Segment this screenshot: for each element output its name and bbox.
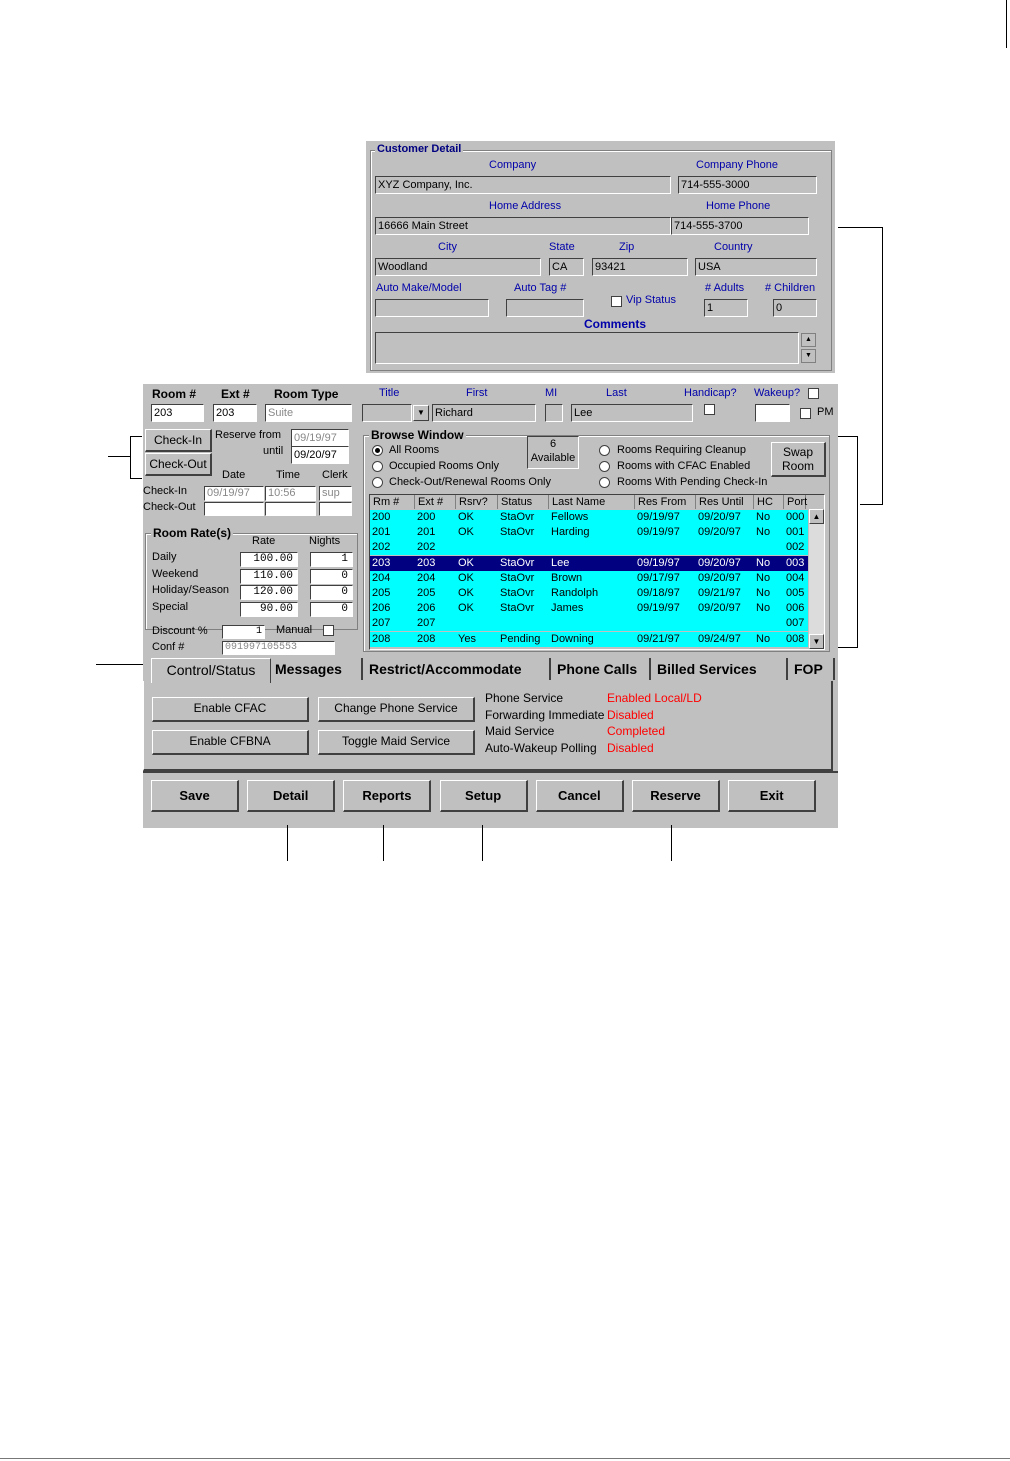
rate-field[interactable]: 90.00 xyxy=(240,602,298,617)
table-cell: OK xyxy=(458,556,474,569)
date-column-label: Date xyxy=(222,469,246,481)
table-cell: OK xyxy=(458,587,474,599)
table-cell: OK xyxy=(458,526,474,539)
grid-header-cell[interactable]: Ext # xyxy=(415,495,456,509)
discount-field[interactable]: 1 xyxy=(222,625,265,639)
status-value: Completed xyxy=(607,724,666,738)
room-number-label: Room # xyxy=(152,387,197,401)
table-cell: StaOvr xyxy=(500,511,535,523)
until-field[interactable]: 09/20/97 xyxy=(291,446,349,464)
grid-header-cell[interactable]: Res Until xyxy=(696,495,754,509)
table-cell: 09/20/97 xyxy=(698,526,741,539)
checkout-time-field[interactable] xyxy=(265,502,316,516)
room-rates-legend: Room Rate(s) xyxy=(153,526,232,540)
wakeup-time-field[interactable] xyxy=(755,404,790,422)
page-footer-rule xyxy=(0,1458,1010,1459)
table-cell: 208 xyxy=(417,632,436,645)
chevron-down-icon[interactable]: ▼ xyxy=(413,405,429,421)
first-name-field[interactable]: Richard xyxy=(432,404,536,422)
callout-setup xyxy=(482,825,483,861)
checkout-date-field[interactable] xyxy=(204,502,264,516)
radio-pending-label: Rooms With Pending Check-In xyxy=(617,476,768,488)
rate-row-label: Special xyxy=(152,600,189,613)
callout-reserve xyxy=(671,825,672,861)
tab-phone-calls[interactable]: Phone Calls xyxy=(553,658,651,680)
mi-label: MI xyxy=(545,387,558,399)
table-cell: 09/21/97 xyxy=(698,587,741,599)
table-cell: Randolph xyxy=(551,587,599,599)
table-cell: StaOvr xyxy=(500,556,535,569)
manual-label: Manual xyxy=(276,624,313,636)
table-cell: 203 xyxy=(372,556,391,569)
table-cell: 200 xyxy=(417,511,436,523)
checkout-row-label: Check-Out xyxy=(143,501,196,513)
state-field[interactable]: CA xyxy=(549,258,584,276)
table-cell: 09/19/97 xyxy=(637,556,680,569)
detail-button[interactable]: Detail xyxy=(247,780,335,812)
home-phone-label: Home Phone xyxy=(706,200,771,212)
tab-control-status[interactable]: Control/Status xyxy=(151,658,271,683)
table-cell: 09/19/97 xyxy=(637,511,680,523)
tab-strip xyxy=(143,658,838,682)
status-label: Maid Service xyxy=(485,724,555,738)
comments-label: Comments xyxy=(584,317,647,331)
grid-header-cell[interactable]: Status xyxy=(498,495,549,509)
room-type-field[interactable]: Suite xyxy=(265,404,352,422)
reports-button[interactable]: Reports xyxy=(343,780,431,812)
table-cell: StaOvr xyxy=(500,526,535,539)
scroll-down-icon[interactable]: ▼ xyxy=(801,349,816,363)
table-cell: Fellows xyxy=(551,511,589,523)
home-phone-field[interactable]: 714-555-3700 xyxy=(671,217,809,235)
rate-field[interactable]: 110.00 xyxy=(240,569,298,584)
checkin-clerk-field[interactable]: sup xyxy=(319,486,352,501)
grid-scroll-down-icon[interactable]: ▼ xyxy=(809,634,824,649)
tab-billed-services[interactable]: Billed Services xyxy=(653,658,788,680)
table-cell: 09/24/97 xyxy=(698,632,741,645)
table-cell: 208 xyxy=(372,632,391,645)
table-cell: 09/18/97 xyxy=(637,587,680,599)
radio-pending[interactable] xyxy=(599,477,610,488)
enable-cfbna-button[interactable]: Enable CFBNA xyxy=(152,730,309,755)
callout-browse-bottom xyxy=(838,647,858,648)
mi-field[interactable] xyxy=(545,404,563,422)
table-cell: 204 xyxy=(417,571,436,584)
adults-label: # Adults xyxy=(705,282,745,294)
table-cell: StaOvr xyxy=(500,602,535,615)
main-panel xyxy=(143,384,838,828)
grid-scrollbar[interactable] xyxy=(809,509,824,649)
auto-tag-field[interactable] xyxy=(506,299,584,317)
table-row[interactable] xyxy=(370,632,808,647)
conf-field[interactable]: 091997105553 xyxy=(222,641,335,655)
room-number-field[interactable]: 203 xyxy=(151,404,204,422)
rate-field[interactable]: 120.00 xyxy=(240,585,298,600)
grid-header-cell[interactable]: HC xyxy=(754,495,784,509)
adults-field[interactable]: 1 xyxy=(704,299,748,317)
conf-label: Conf # xyxy=(152,641,185,653)
status-value: Disabled xyxy=(607,740,654,755)
table-cell: No xyxy=(756,571,771,584)
table-cell: 207 xyxy=(417,617,436,630)
check-out-button[interactable]: Check-Out xyxy=(145,453,212,476)
table-cell: 09/20/97 xyxy=(698,571,741,584)
state-label: State xyxy=(549,241,575,253)
checkin-date-field[interactable]: 09/19/97 xyxy=(204,486,264,501)
table-cell: No xyxy=(756,556,771,569)
table-cell: Brown xyxy=(551,571,583,584)
table-cell: 201 xyxy=(372,526,391,539)
tab-restrict-accommodate[interactable]: Restrict/Accommodate xyxy=(365,658,551,680)
auto-make-label: Auto Make/Model xyxy=(376,282,462,294)
table-cell: No xyxy=(756,526,771,539)
table-cell: No xyxy=(756,587,771,599)
nights-field[interactable]: 0 xyxy=(310,569,353,584)
available-label: Available xyxy=(530,452,576,464)
enable-cfac-button[interactable]: Enable CFAC xyxy=(152,697,309,722)
table-cell: 207 xyxy=(372,617,391,630)
radio-cfac-label: Rooms with CFAC Enabled xyxy=(617,460,751,472)
table-cell: 004 xyxy=(786,571,805,584)
table-cell: 202 xyxy=(372,541,391,554)
table-cell: 200 xyxy=(372,511,391,523)
table-cell: 09/19/97 xyxy=(637,602,680,615)
grid-body xyxy=(370,510,808,649)
status-label: Forwarding Immediate xyxy=(485,707,605,722)
callout-reports xyxy=(383,825,384,861)
table-cell: 003 xyxy=(786,556,805,569)
table-cell: 204 xyxy=(372,571,391,584)
auto-make-field[interactable] xyxy=(375,299,489,317)
table-row[interactable] xyxy=(370,556,808,571)
table-cell: Harding xyxy=(551,526,590,539)
table-cell: 09/20/97 xyxy=(698,511,741,523)
callout-checkin-stub xyxy=(108,456,130,457)
table-row[interactable] xyxy=(370,540,808,555)
title-select[interactable] xyxy=(362,404,412,422)
table-cell: 09/20/97 xyxy=(698,602,741,615)
table-cell: 205 xyxy=(372,587,391,599)
reserve-from-label: Reserve from xyxy=(215,429,282,441)
zip-field[interactable]: 93421 xyxy=(592,258,688,276)
ext-number-label: Ext # xyxy=(221,387,250,401)
table-cell: 09/20/97 xyxy=(698,556,741,569)
status-label: Phone Service xyxy=(485,691,564,705)
time-column-label: Time xyxy=(276,469,301,481)
cancel-button[interactable]: Cancel xyxy=(536,780,624,812)
checkin-row-label: Check-In xyxy=(143,485,188,497)
table-cell: 203 xyxy=(417,556,436,569)
status-value: Disabled xyxy=(607,707,654,722)
nights-field[interactable]: 0 xyxy=(310,602,353,617)
last-name-label: Last xyxy=(606,387,627,399)
radio-cfac[interactable] xyxy=(599,461,610,472)
room-grid[interactable] xyxy=(369,494,825,650)
rate-column-label: Rate xyxy=(252,535,276,547)
table-cell: 002 xyxy=(786,541,805,554)
city-field[interactable]: Woodland xyxy=(375,258,541,276)
home-address-field[interactable]: 16666 Main Street xyxy=(375,217,671,235)
table-cell: 001 xyxy=(786,526,805,539)
comments-field[interactable] xyxy=(375,332,799,364)
radio-cleanup[interactable] xyxy=(599,445,610,456)
available-count: 6 xyxy=(549,438,557,450)
table-cell: 006 xyxy=(786,602,805,615)
callout-detail xyxy=(287,825,288,861)
company-phone-field[interactable]: 714-555-3000 xyxy=(678,176,817,194)
table-cell: James xyxy=(551,602,584,615)
radio-checkout-renewal-label: Check-Out/Renewal Rooms Only xyxy=(389,476,552,488)
table-cell: Downing xyxy=(551,632,594,645)
country-field[interactable]: USA xyxy=(695,258,817,276)
last-name-field[interactable]: Lee xyxy=(571,404,693,422)
exit-button[interactable]: Exit xyxy=(728,780,816,812)
nights-field[interactable]: 1 xyxy=(310,552,353,567)
table-row[interactable] xyxy=(370,601,808,616)
grid-header xyxy=(370,495,808,509)
save-button[interactable]: Save xyxy=(151,780,239,812)
table-cell: 09/21/97 xyxy=(637,632,680,645)
radio-occupied-label: Occupied Rooms Only xyxy=(389,460,500,472)
reserve-from-field[interactable]: 09/19/97 xyxy=(291,429,349,447)
home-address-label: Home Address xyxy=(489,200,562,212)
browse-window-legend: Browse Window xyxy=(371,428,464,442)
radio-cleanup-label: Rooms Requiring Cleanup xyxy=(617,444,747,456)
table-cell: 206 xyxy=(372,602,391,615)
rate-field[interactable]: 100.00 xyxy=(240,552,298,567)
wakeup-checkbox[interactable] xyxy=(808,388,819,399)
customer-detail-panel xyxy=(366,141,835,373)
pm-checkbox[interactable] xyxy=(800,408,811,419)
tab-fop[interactable]: FOP xyxy=(790,658,835,680)
vip-status-label: Vip Status xyxy=(626,294,676,306)
handicap-checkbox[interactable] xyxy=(704,404,715,415)
table-cell: 202 xyxy=(417,541,436,554)
table-cell: OK xyxy=(458,511,474,523)
callout-customer-h1 xyxy=(838,227,883,228)
callout-customer-v xyxy=(882,227,883,505)
table-cell: OK xyxy=(458,602,474,615)
checkin-time-field[interactable]: 10:56 xyxy=(265,486,316,501)
table-cell: 09/19/97 xyxy=(637,526,680,539)
radio-occupied[interactable] xyxy=(372,461,383,472)
customer-detail-legend: Customer Detail xyxy=(377,143,462,155)
available-count-box xyxy=(527,436,579,469)
table-cell: StaOvr xyxy=(500,587,535,599)
setup-button[interactable]: Setup xyxy=(440,780,528,812)
callout-checkin-v xyxy=(130,436,131,479)
table-row[interactable] xyxy=(370,571,808,586)
swap-room-label: Swap Room xyxy=(781,445,814,473)
table-row[interactable] xyxy=(370,510,808,525)
table-row[interactable] xyxy=(370,616,808,631)
until-label: until xyxy=(263,445,284,457)
status-label: Auto-Wakeup Polling xyxy=(485,740,597,755)
table-cell: No xyxy=(756,511,771,523)
city-label: City xyxy=(438,241,457,253)
manual-checkbox[interactable] xyxy=(323,625,334,636)
zip-label: Zip xyxy=(619,241,635,253)
nights-field[interactable]: 0 xyxy=(310,585,353,600)
wakeup-label: Wakeup? xyxy=(754,387,801,399)
grid-header-cell[interactable]: Port xyxy=(784,495,806,509)
children-field[interactable]: 0 xyxy=(773,299,817,317)
ext-number-field[interactable]: 203 xyxy=(213,404,257,422)
table-cell: 007 xyxy=(786,617,805,630)
callout-browse-v xyxy=(857,436,858,648)
action-bar-divider xyxy=(143,771,838,773)
nights-column-label: Nights xyxy=(309,535,341,547)
rate-row-label: Daily xyxy=(152,551,177,563)
callout-browse-top xyxy=(838,436,858,437)
title-label: Title xyxy=(379,387,400,399)
reserve-button[interactable]: Reserve xyxy=(632,780,720,812)
handicap-label: Handicap? xyxy=(684,387,737,399)
vip-status-checkbox[interactable] xyxy=(611,296,622,307)
rate-row-label: Weekend xyxy=(152,567,199,580)
grid-header-cell[interactable]: Last Name xyxy=(549,495,635,509)
grid-header-cell[interactable]: Rm # xyxy=(370,495,415,509)
table-cell: 000 xyxy=(786,511,805,523)
table-cell: OK xyxy=(458,571,474,584)
radio-checkout-renewal[interactable] xyxy=(372,477,383,488)
control-status-page xyxy=(143,681,833,771)
table-row[interactable] xyxy=(370,586,808,601)
table-row[interactable] xyxy=(370,525,808,540)
table-cell: 201 xyxy=(417,526,436,539)
company-label: Company xyxy=(489,159,537,171)
table-cell: 205 xyxy=(417,587,436,599)
change-phone-service-button[interactable]: Change Phone Service xyxy=(318,697,475,722)
page-corner-mark xyxy=(1006,0,1007,48)
grid-header-cell[interactable]: Res From xyxy=(635,495,696,509)
company-phone-label: Company Phone xyxy=(696,159,778,171)
table-cell: StaOvr xyxy=(500,571,535,584)
callout-customer-h2 xyxy=(860,504,883,505)
rate-row-label: Holiday/Season xyxy=(152,584,230,596)
auto-tag-label: Auto Tag # xyxy=(514,282,567,294)
radio-all-rooms[interactable] xyxy=(372,445,383,456)
scroll-up-icon[interactable]: ▲ xyxy=(801,333,816,347)
checkout-clerk-field[interactable] xyxy=(319,502,352,516)
table-cell: 005 xyxy=(786,587,805,599)
room-type-label: Room Type xyxy=(274,387,339,401)
callout-tabs xyxy=(96,664,143,665)
swap-room-button[interactable] xyxy=(771,442,826,477)
country-label: Country xyxy=(714,241,753,253)
tab-messages[interactable]: Messages xyxy=(271,658,363,680)
toggle-maid-service-button[interactable]: Toggle Maid Service xyxy=(318,730,475,755)
check-in-button[interactable]: Check-In xyxy=(145,429,212,452)
table-cell: 09/17/97 xyxy=(637,571,680,584)
table-cell: No xyxy=(756,602,771,615)
table-cell: No xyxy=(756,632,771,645)
children-label: # Children xyxy=(765,282,816,294)
callout-checkin-bottom xyxy=(130,478,142,479)
first-name-label: First xyxy=(466,387,488,399)
clerk-column-label: Clerk xyxy=(322,469,348,481)
table-cell: Lee xyxy=(551,556,570,569)
action-bar xyxy=(143,778,838,814)
status-value: Enabled Local/LD xyxy=(607,691,702,705)
callout-checkin-top xyxy=(130,436,142,437)
table-cell: Pending xyxy=(500,632,541,645)
table-cell: Yes xyxy=(458,632,476,645)
radio-all-rooms-label: All Rooms xyxy=(389,444,440,456)
comments-scrollbar[interactable] xyxy=(801,333,816,363)
grid-header-cell[interactable]: Rsrv? xyxy=(456,495,498,509)
discount-label: Discount % xyxy=(152,625,208,637)
table-cell: 008 xyxy=(786,632,805,645)
pm-label: PM xyxy=(817,406,834,418)
table-cell: 206 xyxy=(417,602,436,615)
grid-scroll-up-icon[interactable]: ▲ xyxy=(809,509,824,524)
company-field[interactable]: XYZ Company, Inc. xyxy=(375,176,671,194)
